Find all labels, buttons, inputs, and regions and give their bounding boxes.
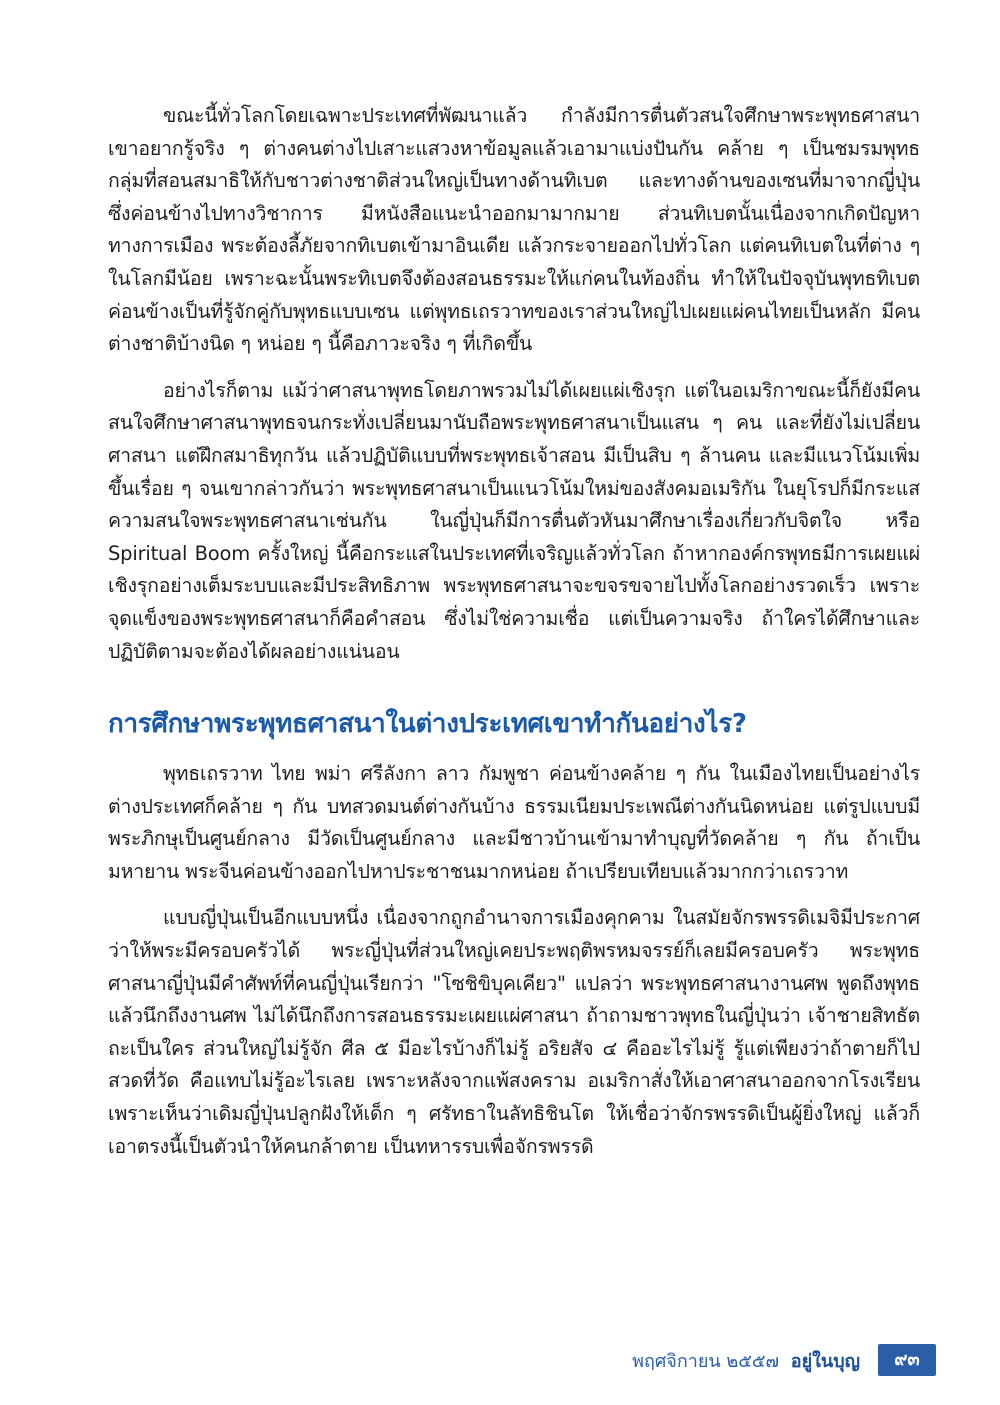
paragraph-2: อย่างไรก็ตาม แม้ว่าศาสนาพุทธโดยภาพรวมไม่ได้เผยแผ่เชิงรุก แต่ในอเมริกาขณะนี้ก็ยังมีคนสนใจศึกษาศาสนาพุทธจนกระทั่งเปลี่ยนมานับถือพระพุทธศาสนาเป็นแสน ๆ คน และที่ยังไม่เปลี่ยนศาสนา แต่ฝึกสมาธิทุกวัน แล้วปฏิบัติแบบที่พระพุทธเจ้าสอน มีเป็นสิบ ๆ ล้านคน และมีแนวโน้มเพิ่มขึ้นเรื่อย ๆ จนเขากล่าวกันว่า พระพุทธศาสนาเป็นแนวโน้มใหม่ของสังคมอเมริกัน ในยุโรปก็มีกระแสความสนใจพระพุทธศาสนาเช่นกัน ในญี่ปุ่นก็มีการตื่นตัวหันมาศึกษาเรื่องเกี่ยวกับจิตใจ หรือ Spiritual Boom ครั้งใหญ่ นี้คือกระแสในประเทศที่เจริญแล้วทั่วโลก ถ้าหากองค์กรพุทธมีการเผยแผ่เชิงรุกอย่างเต็มระบบและมีประสิทธิภาพ พระพุทธศาสนาจะขจรขจายไปทั้งโลกอย่างรวดเร็ว เพราะจุดแข็งของพระพุทธศาสนาก็คือคำสอน ซึ่งไม่ใช่ความเชื่อ แต่เป็นความจริง ถ้าใครได้ศึกษาและปฏิบัติตามจะต้องได้ผลอย่างแน่นอน (108, 378, 920, 663)
section-heading: การศึกษาพระพุทธศาสนาในต่างประเทศเขาทำกันอย่างไร? (108, 709, 747, 740)
paragraph-1: ขณะนี้ทั่วโลกโดยเฉพาะประเทศที่พัฒนาแล้ว กำลังมีการตื่นตัวสนใจศึกษาพระพุทธศาสนา เขาอยากรู้จริง ๆ ต่างคนต่างไปเสาะแสวงหาข้อมูลแล้วเอามาแบ่งปันกัน คล้าย ๆ เป็นชมรมพุทธ กลุ่มที่สอนสมาธิให้กับชาวต่างชาติส่วนใหญ่เป็นทางด้านทิเบต และทางด้านของเซนที่มาจากญี่ปุ่น ซึ่งค่อนข้างไปทางวิชาการ มีหนังสือแนะนำออกมามากมาย ส่วนทิเบตนั้นเนื่องจากเกิดปัญหาทางการเมือง พระต้องลี้ภัยจากทิเบตเข้ามาอินเดีย แล้วกระจายออกไปทั่วโลก แต่คนทิเบตในที่ต่าง ๆ ในโลกมีน้อย เพราะฉะนั้นพระทิเบตจึงต้องสอนธรรมะให้แก่คนในท้องถิ่น ทำให้ในปัจจุบันพุทธทิเบตค่อนข้างเป็นที่รู้จักคู่กับพุทธแบบเซน แต่พุทธเถรวาทของเราส่วนใหญ่ไปเผยแผ่คนไทยเป็นหลัก มีคนต่างชาติบ้างนิด ๆ หน่อย ๆ นี้คือภาวะจริง ๆ ที่เกิดขึ้น (108, 104, 920, 356)
page-number: ๙๓ (878, 1344, 936, 1376)
paragraph-3: พุทธเถรวาท ไทย พม่า ศรีลังกา ลาว กัมพูชา ค่อนข้างคล้าย ๆ กัน ในเมืองไทยเป็นอย่างไรต่างประเทศก็คล้าย ๆ กัน บทสวดมนต์ต่างกันบ้าง ธรรมเนียมประเพณีต่างกันนิดหน่อย แต่รูปแบบมีพระภิกษุเป็นศูนย์กลาง มีวัดเป็นศูนย์กลาง และมีชาวบ้านเข้ามาทำบุญที่วัดคล้าย ๆ กัน ถ้าเป็นมหายาน พระจีนค่อนข้างออกไปหาประชาชนมากหน่อย ถ้าเปรียบเทียบแล้วมากกว่าเถรวาท (108, 762, 920, 883)
footer-issue-date: พฤศจิกายน ๒๕๕๗ (632, 1351, 780, 1372)
footer-text (632, 1346, 860, 1375)
paragraph-4: แบบญี่ปุ่นเป็นอีกแบบหนึ่ง เนื่องจากถูกอำนาจการเมืองคุกคาม ในสมัยจักรพรรดิเมจิมีประกาศว่าให้พระมีครอบครัวได้ พระญี่ปุ่นที่ส่วนใหญ่เคยประพฤติพรหมจรรย์ก็เลยมีครอบครัว พระพุทธศาสนาญี่ปุ่นมีคำศัพท์ที่คนญี่ปุ่นเรียกว่า "โซชิขิบุคเคียว" แปลว่า พระพุทธศาสนางานศพ พูดถึงพุทธแล้วนึกถึงงานศพ ไม่ได้นึกถึงการสอนธรรมะเผยแผ่ศาสนา ถ้าถามชาวพุทธในญี่ปุ่นว่า เจ้าชายสิทธัตถะเป็นใคร ส่วนใหญ่ไม่รู้จัก ศีล ๕ มีอะไรบ้างก็ไม่รู้ อริยสัจ ๔ คืออะไรไม่รู้ รู้แต่เพียงว่าถ้าตายก็ไปสวดที่วัด คือแทบไม่รู้อะไรเลย เพราะหลังจากแพ้สงคราม อเมริกาสั่งให้เอาศาสนาออกจากโรงเรียน เพราะเห็นว่าเดิมญี่ปุ่นปลูกฝังให้เด็ก ๆ ศรัทธาในลัทธิชินโต ให้เชื่อว่าจักรพรรดิเป็นผู้ยิ่งใหญ่ แล้วก็เอาตรงนี้เป็นตัวนำให้คนกล้าตาย เป็นทหารรบเพื่อจักรพรรดิ (108, 906, 920, 1158)
page-footer (0, 1340, 1000, 1380)
footer-magazine-name: อยู่ในบุญ (790, 1351, 860, 1372)
article-body (108, 100, 920, 1177)
